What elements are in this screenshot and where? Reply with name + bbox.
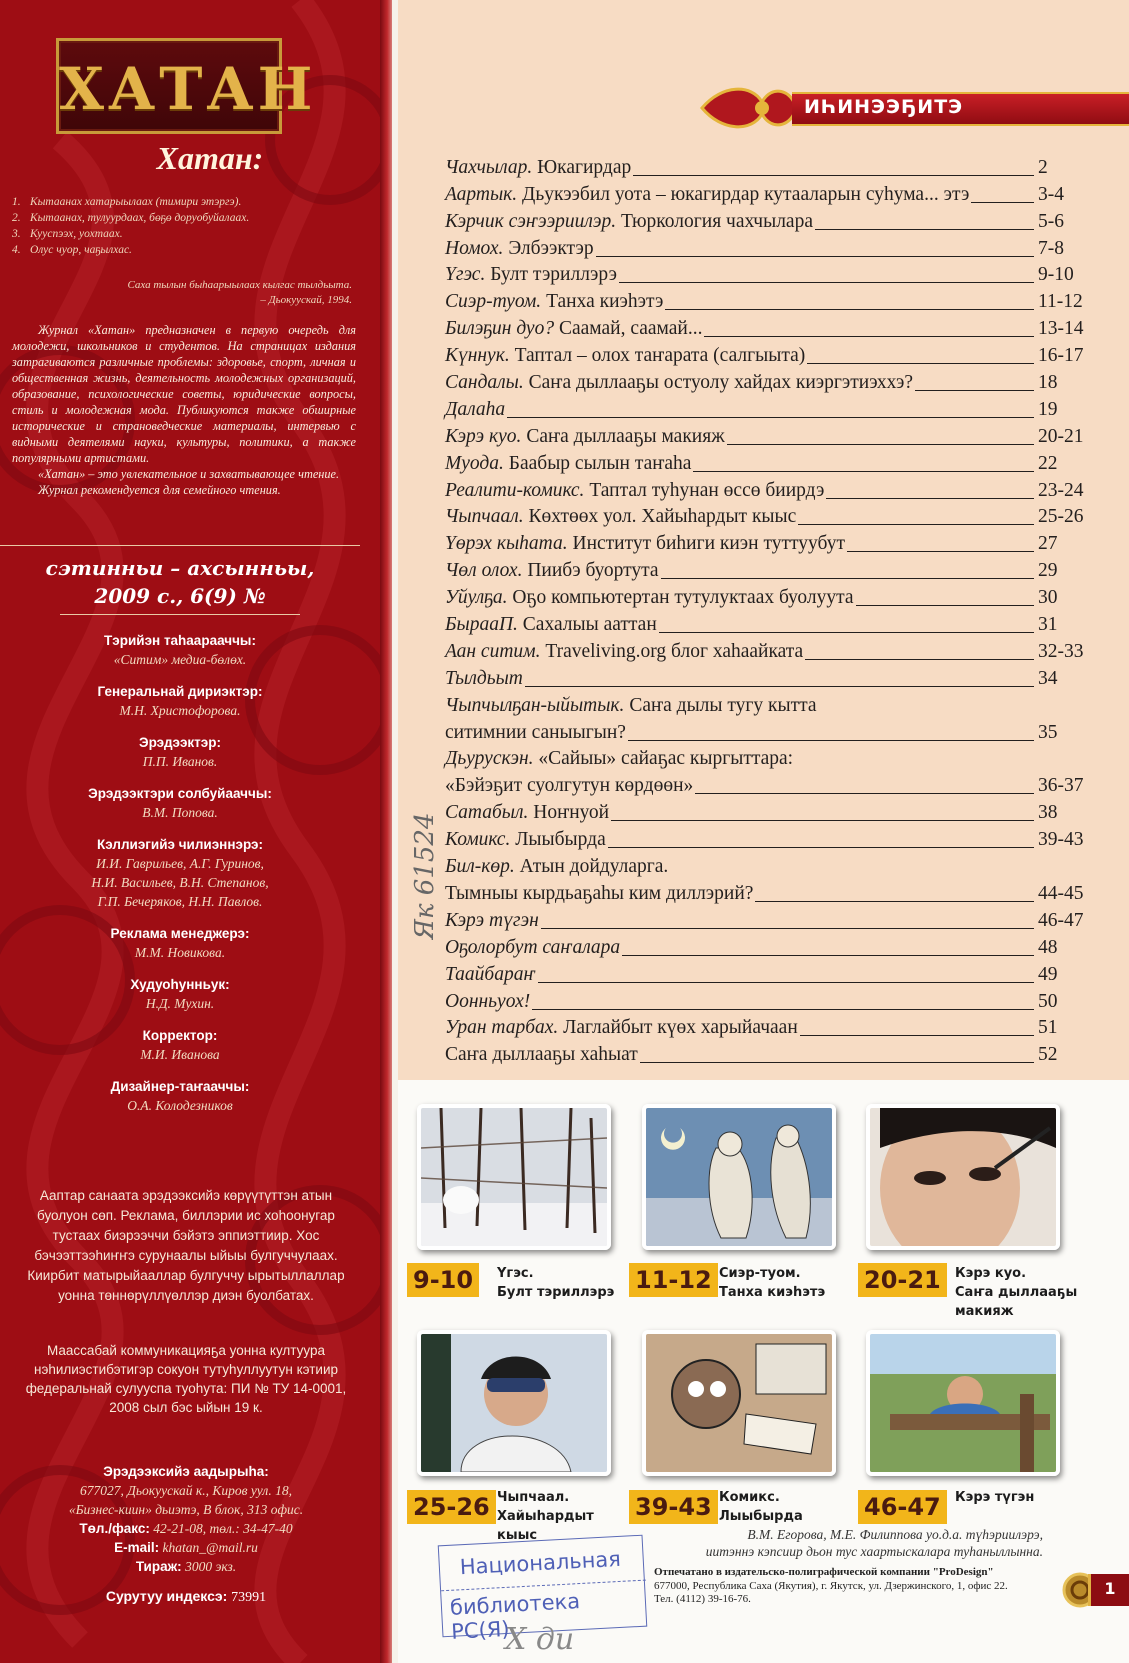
toc-item xyxy=(445,1014,1090,1041)
toc-rubric: Реалити-комикс. xyxy=(445,479,585,501)
title-definitions xyxy=(12,194,332,258)
toc-page-number: 44-45 xyxy=(1038,882,1084,904)
toc-rubric: Дьурускэн. xyxy=(445,748,534,770)
toc-leader xyxy=(622,955,1034,956)
toc-leader xyxy=(727,444,1034,445)
staff-block: Корректор: М.И. Иванова xyxy=(140,1028,220,1062)
toc-item xyxy=(445,987,1090,1014)
staff-block: Эрэдээктэр: П.П. Иванов. xyxy=(139,735,221,769)
toc-title: Лаглайбыт күөх харыйачаан xyxy=(558,1017,798,1039)
toc-title: Тюркология чахчылара xyxy=(616,210,813,232)
email-link[interactable]: khatan_@mail.ru xyxy=(162,1540,258,1555)
toc-item xyxy=(445,395,1090,422)
toc-page-number: 31 xyxy=(1038,614,1058,636)
toc-title: Тымныы кырдьаҕаһы ким диллэрий? xyxy=(445,882,754,904)
toc-page-number: 35 xyxy=(1038,721,1058,743)
toc-item xyxy=(445,287,1090,314)
definition-item: 2. Кытаанах, тулуурдаах, бөҕө доруобуйалаах. xyxy=(12,212,250,224)
toc-page-number: 13-14 xyxy=(1038,318,1084,340)
toc-rubric: Аан ситим. xyxy=(445,640,541,662)
toc-item xyxy=(445,422,1090,449)
printer-info: Отпечатано в издательско-полиграфической компании "ProDesign" 677000, Республика Саха (Якутия), г. Якутск, ул. Дзержинского, 1, офис 22. Тел. (4112) 39-16-76. xyxy=(654,1566,1008,1605)
toc-item xyxy=(445,664,1090,691)
editorial-note: Ааптар санаата эрэдээксийэ көрүүтүттэн атын буолуон сөп. Реклама, биллэрии ис хоһоонугар тустаах биэрээччи бэйэтэ эппиэттиир. Хос бэчээттээһиҥҥэ сурунаалы ыйыы булгуччулаах. Киирбит матырыйааллар булгуччу ырытыллаллар уонна төннөрүллүөллэр диэн буолбатах. xyxy=(27,1188,345,1303)
staff-block: Кэллиэгийэ чилиэннэрэ: И.И. Гаврильев, А.Г. Гуринов, Н.И. Васильев, В.Н. Степанов, Г.П. Бечеряков, Н.Н. Павлов. xyxy=(91,837,269,909)
thumbnail-caption: Сиэр-туом. Танха киэһэтэ xyxy=(719,1266,826,1300)
toc-leader xyxy=(670,874,1034,875)
magazine-description: Журнал «Хатан» предназначен в первую очередь для молодежи, школьников и студентов. На страницах издания затрагиваются различные проблемы: здоровье, спорт, личная и общественная жизнь, деятельность молодежных организаций, образование, психологические советы, юридические вопросы, стиль и молодежная мода. Публикуются также обширные исторические и страноведческие материалы, интервью с видными деятелями науки, культуры, политики, а также популярными артистами. «Хатан» – это увлекательное и захватывающее чтение. Журнал рекомендуется для семейного чтения. xyxy=(12,323,356,497)
page-number-tab xyxy=(1060,1570,1129,1610)
toc-page-number: 50 xyxy=(1038,990,1058,1012)
toc-item xyxy=(445,745,1090,772)
handwritten-inventory-note xyxy=(405,760,445,940)
toc-rubric: Үгэс. xyxy=(445,264,486,286)
toc-page-number: 23-24 xyxy=(1038,479,1084,501)
masthead-sidebar xyxy=(0,0,392,1663)
toc-title: Институт биһиги киэн туттуубут xyxy=(567,533,845,555)
child-photo-image xyxy=(870,1334,1056,1472)
toc-title: Элбээктэр xyxy=(503,237,594,259)
staff-block: Реклама менеджерэ: М.М. Новикова. xyxy=(110,926,250,960)
toc-item xyxy=(445,691,1090,718)
toc-title: Танха киэһэтэ xyxy=(541,291,664,313)
toc-title: Таптал – олох таҥарата (салгыыта) xyxy=(509,345,806,367)
logo xyxy=(56,38,317,134)
toc-page-number: 39-43 xyxy=(1038,829,1084,851)
toc-item xyxy=(445,798,1090,825)
toc-page-number: 27 xyxy=(1038,533,1058,555)
staff-block: Генеральнай дириэктэр: М.Н. Христофорова. xyxy=(97,684,263,718)
toc-title: Саҥа дыллааҕы остуолу хайдах киэргэтиэххэ? xyxy=(523,372,914,394)
toc-title: ситимнии саныыгын? xyxy=(445,721,626,743)
toc-item xyxy=(445,529,1090,556)
toc-leader xyxy=(815,229,1034,230)
staff-block: Дизайнер-таҥааччы: О.А. Колодезников xyxy=(110,1079,250,1113)
subscription-index: Сурутуу индексэ: 73991 xyxy=(105,1588,267,1605)
toc-title: Сахалыы ааттан xyxy=(517,614,657,636)
toc-title: Баабыр сылын таҥаһа xyxy=(503,452,692,474)
toc-leader xyxy=(798,524,1034,525)
toc-rubric: Чыпчаал. xyxy=(445,506,524,528)
toc-title: Атын дойдуларга. xyxy=(514,856,669,878)
toc-rubric: Кэрэ куо. xyxy=(445,425,522,447)
definition-item: 3. Кууспээх, уохтаах. xyxy=(12,228,123,240)
handwritten-mark: Х ди xyxy=(505,1622,575,1657)
toc-page-number: 5-6 xyxy=(1038,210,1064,232)
definition-item: 1. Кытаанах хатарыылаах (тимири этэргэ). xyxy=(12,196,242,208)
toc-page-number: 25-26 xyxy=(1038,506,1084,528)
toc-rubric: Сиэр-туом. xyxy=(445,291,542,313)
toc-rubric: Бил-көр. xyxy=(445,856,515,878)
toc-item xyxy=(445,879,1090,906)
toc-title: Дьукээбил уота – юкагирдар кутааларын суһума... этэ xyxy=(517,183,970,205)
toc-rubric: Күннук. xyxy=(445,345,510,367)
toc-page-number: 7-8 xyxy=(1038,237,1064,259)
toc-item xyxy=(445,449,1090,476)
divider xyxy=(60,614,300,615)
toc-heading: ИҺИНЭЭҔИТЭ xyxy=(804,96,964,118)
toc-leader xyxy=(695,793,1034,794)
thumbnail-caption: Чыпчаал. Хайыһардыт кыыс xyxy=(497,1490,594,1543)
toc-page-number: 29 xyxy=(1038,560,1058,582)
toc-rubric: Муода. xyxy=(445,452,504,474)
editorial-address: Эрэдээксийэ аадырыһа: 677027, Дьокуускай к., Киров уул. 18, «Бизнес-киин» дьиэтэ, В блок, 313 офис. Төл./факс: 42-21-08, төл.: 34-47-40 E-mail: khatan_@mail.ru Тираж: 3000 экз. xyxy=(68,1464,304,1574)
page-badge: 39-43 xyxy=(629,1490,718,1524)
toc-page-number: 52 xyxy=(1038,1044,1058,1066)
toc-title: Оҕо компьютертан тутулуктаах буолуута xyxy=(507,587,854,609)
thumbnail-caption: Комикс. Лыыбырда xyxy=(719,1490,803,1524)
toc-rubric: Кэрчик сэҥээриилэр. xyxy=(445,210,617,232)
photo-makeup xyxy=(866,1104,1060,1250)
magazine-title: Хатан: xyxy=(156,140,264,176)
toc-leader xyxy=(619,282,1034,283)
toc-leader xyxy=(596,256,1034,257)
toc-leader xyxy=(525,686,1034,687)
toc-rubric: Чыпчылҕан-ыйытык. xyxy=(445,694,625,716)
toc-item xyxy=(445,503,1090,530)
toc-title: Юкагирдар xyxy=(532,156,632,178)
toc-item xyxy=(445,852,1090,879)
toc-page-number: 20-21 xyxy=(1038,425,1084,447)
toc-title: Көхтөөх уол. Хайыһардыт кыыс xyxy=(523,506,797,528)
toc-rubric: Номох. xyxy=(445,237,504,259)
toc-item xyxy=(445,583,1090,610)
toc-leader xyxy=(628,740,1034,741)
toc-page-number: 32-33 xyxy=(1038,640,1084,662)
toc-page-number: 2 xyxy=(1038,156,1048,178)
toc-leader xyxy=(807,363,1034,364)
toc-leader xyxy=(507,417,1034,418)
toc-rubric: Оҕолорбут саҥалара xyxy=(445,936,621,958)
toc-item xyxy=(445,933,1090,960)
staff-list xyxy=(0,632,360,1129)
toc-page-number: 9-10 xyxy=(1038,264,1074,286)
toc-leader xyxy=(800,1035,1034,1036)
toc-item xyxy=(445,1040,1090,1067)
toc-rubric: Чахчылар. xyxy=(445,156,533,178)
staff-block: Худуоһунньук: Н.Д. Мухин. xyxy=(130,977,230,1011)
photo-credits: В.М. Егорова, М.Е. Филиппова уо.д.а. түһэриилэрэ, иитэннэ кэпсиир дьон тус хаартыскалара туһаныллынна. xyxy=(705,1527,1043,1559)
page-badge: 46-47 xyxy=(858,1490,947,1524)
toc-title: Ноҥнуой xyxy=(528,802,610,824)
toc-page-number: 36-37 xyxy=(1038,775,1084,797)
toc-title: Саҥа дыллааҕы макияж xyxy=(521,425,725,447)
toc-page-number: 11-12 xyxy=(1038,291,1083,313)
toc-rubric: Уран тарбах. xyxy=(445,1017,559,1039)
toc-item xyxy=(445,637,1090,664)
toc-title: Traveliving.org блог хаһаайката xyxy=(540,640,804,662)
toc-leader xyxy=(856,605,1034,606)
page-badge: 11-12 xyxy=(629,1263,718,1297)
toc-leader xyxy=(755,901,1034,902)
toc-rubric: Уйулҕа. xyxy=(445,587,508,609)
toc-leader xyxy=(819,713,1034,714)
toc-item xyxy=(445,261,1090,288)
toc-page-number: 19 xyxy=(1038,398,1058,420)
toc-item xyxy=(445,368,1090,395)
toc-page-number: 51 xyxy=(1038,1017,1058,1039)
toc-rubric: Сатабыл. xyxy=(445,802,529,824)
toc-leader xyxy=(665,309,1034,310)
spirits-illustration-image xyxy=(646,1108,832,1246)
toc-item xyxy=(445,153,1090,180)
toc-page-number: 49 xyxy=(1038,963,1058,985)
page-badge: 25-26 xyxy=(407,1490,496,1524)
registration-note: Маассабай коммуникацияҕа уонна култуура нэһилиэстибэтигэр сокуон тутуһуллуутун кэтиир федеральнай сулууспа туоһута: ПИ № ТУ 14-0001, 2008 сыл бэс ыйын 19 к. xyxy=(25,1343,347,1415)
definition-item: 4. Олус чуор, чаҕылхас. xyxy=(12,244,132,256)
page-badge: 20-21 xyxy=(858,1263,947,1297)
page-badge: 9-10 xyxy=(407,1263,479,1297)
toc-item xyxy=(445,476,1090,503)
comic-illustration-image xyxy=(646,1334,832,1472)
toc-title: «Бэйэҕит суолгутун көрдөөн» xyxy=(445,775,694,797)
toc-item xyxy=(445,610,1090,637)
thumbnail-caption: Кэрэ түгэн xyxy=(955,1490,1035,1505)
toc-leader xyxy=(693,471,1034,472)
toc-title: Лыыбырда xyxy=(510,829,606,851)
toc-item xyxy=(445,960,1090,987)
toc-item xyxy=(445,906,1090,933)
toc-banner xyxy=(692,82,1129,134)
toc-item xyxy=(445,180,1090,207)
makeup-photo-image xyxy=(870,1108,1056,1246)
toc-list xyxy=(445,153,1090,1067)
svg-text:Як 61524: Як 61524 xyxy=(410,812,440,940)
illustration-comic xyxy=(642,1330,836,1476)
toc-title: Таптал туһунан өссө биирдэ xyxy=(584,479,825,501)
illustration-spirits xyxy=(642,1104,836,1250)
toc-item xyxy=(445,314,1090,341)
toc-title: Саҥа дылы тугу кытта xyxy=(624,694,817,716)
toc-rubric: Кэрэ түгэн xyxy=(445,909,539,931)
snowy-forest-image xyxy=(421,1108,607,1246)
sidebar-edge xyxy=(380,0,392,1663)
toc-item xyxy=(445,207,1090,234)
photo-snowy-forest xyxy=(417,1104,611,1250)
toc-title: Булт тэриллэрэ xyxy=(485,264,617,286)
toc-leader xyxy=(608,847,1034,848)
photo-child-fence xyxy=(866,1330,1060,1476)
toc-rubric: Таайбараҥ xyxy=(445,963,536,985)
banner-ornament-icon xyxy=(692,82,802,134)
toc-leader xyxy=(704,336,1034,337)
toc-page-number: 16-17 xyxy=(1038,345,1084,367)
toc-rubric: Үөрэх кыһата. xyxy=(445,533,568,555)
toc-rubric: Комикс. xyxy=(445,829,511,851)
toc-item xyxy=(445,718,1090,745)
toc-page-number: 48 xyxy=(1038,936,1058,958)
staff-block: Эрэдээктэри солбуйааччы: В.М. Попова. xyxy=(88,786,272,820)
toc-leader xyxy=(661,578,1034,579)
toc-leader xyxy=(826,498,1034,499)
skier-photo-image xyxy=(421,1334,607,1472)
photo-skier xyxy=(417,1330,611,1476)
toc-item xyxy=(445,234,1090,261)
library-stamp: Национальная библиотека РС(Я) xyxy=(438,1535,648,1638)
toc-page-number: 30 xyxy=(1038,587,1058,609)
toc-leader xyxy=(915,390,1034,391)
toc-item xyxy=(445,341,1090,368)
toc-rubric: Чөл олох. xyxy=(445,560,523,582)
definition-source: Саха тылын быһаарыылаах кылгас тылдьыта. – Дьокуускай, 1994. xyxy=(127,279,352,306)
toc-page-number: 34 xyxy=(1038,667,1058,689)
staff-block: Тэрийэн таһаарааччы: «Ситим» медиа-бөлөх. xyxy=(104,633,256,667)
toc-leader xyxy=(532,1009,1034,1010)
toc-title: Пиибэ буортута xyxy=(522,560,659,582)
toc-page-number: 38 xyxy=(1038,802,1058,824)
toc-rubric: БырааП. xyxy=(445,614,518,636)
toc-rubric: Билэҕин дуо? xyxy=(445,318,555,340)
thumbnail-caption: Кэрэ куо. Саҥа дыллааҕы макияж xyxy=(955,1266,1078,1319)
toc-rubric: Оонньуох! xyxy=(445,990,531,1012)
toc-rubric: Аартык. xyxy=(445,183,518,205)
toc-leader xyxy=(805,659,1034,660)
toc-title: Саҥа дыллааҕы хаһыат xyxy=(445,1044,638,1066)
divider xyxy=(0,545,360,546)
toc-leader xyxy=(795,766,1034,767)
toc-title: «Сайыы» сайаҕас кыргыттара: xyxy=(533,748,794,770)
toc-leader xyxy=(640,1062,1034,1063)
toc-leader xyxy=(538,982,1034,983)
toc-leader xyxy=(659,632,1034,633)
issue-info: сэтинньи – ахсынньы, 2009 с., 6(9) № xyxy=(45,556,315,608)
toc-leader xyxy=(611,820,1034,821)
toc-rubric: Тылдьыт xyxy=(445,667,523,689)
page-number: 1 xyxy=(1088,1574,1129,1606)
toc-rubric: Далаһа xyxy=(445,398,506,420)
logo-text: ХАТАН xyxy=(59,55,317,123)
toc-leader xyxy=(847,551,1034,552)
toc-item xyxy=(445,556,1090,583)
toc-title: Саамай, саамай... xyxy=(554,318,703,340)
toc-page-number: 22 xyxy=(1038,452,1058,474)
toc-leader xyxy=(541,928,1034,929)
toc-leader xyxy=(971,202,1034,203)
toc-rubric: Сандалы. xyxy=(445,372,524,394)
thumbnail-caption: Үгэс. Булт тэриллэрэ xyxy=(497,1266,615,1300)
toc-page-number: 18 xyxy=(1038,372,1058,394)
toc-page-number: 46-47 xyxy=(1038,909,1084,931)
toc-item xyxy=(445,771,1090,798)
toc-page-number: 3-4 xyxy=(1038,183,1064,205)
toc-item xyxy=(445,825,1090,852)
toc-leader xyxy=(633,175,1034,176)
